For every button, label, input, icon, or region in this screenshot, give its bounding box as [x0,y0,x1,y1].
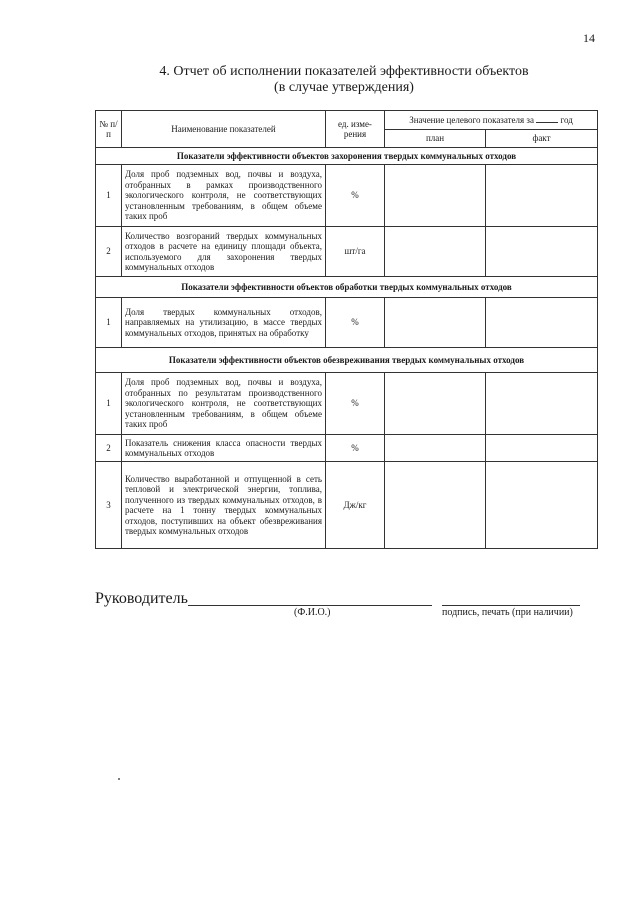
table-header-row [96,111,598,130]
table-row [96,435,598,462]
section-title: Показатели эффективности объектов обезвреживания твердых коммунальных отходов [96,348,598,373]
plan-cell [385,373,486,435]
plan-cell [385,227,486,277]
row-number: 3 [96,462,122,549]
signature-label: Руководитель [95,590,188,607]
document-title: 4. Отчет об исполнении показателей эффективности объектов [159,64,529,79]
header-num: № п/п [96,111,122,148]
fact-cell [486,373,598,435]
header-value-suffix: год [560,115,573,126]
plan-cell [385,462,486,549]
indicator-name: Показатель снижения класса опасности твердых коммунальных отходов [122,435,326,462]
section-title-row [96,277,598,298]
plan-cell [385,298,486,348]
header-fact: факт [486,130,598,148]
table-row [96,165,598,227]
row-number: 2 [96,227,122,277]
indicator-name: Доля твердых коммунальных отходов, направляемых на утилизацию, в массе твердых коммунальных отходов, принятых на обработку [122,298,326,348]
section-title-row [96,348,598,373]
unit-cell: % [326,298,385,348]
document-subtitle: (в случае утверждения) [274,80,414,95]
row-number: 2 [96,435,122,462]
section-title: Показатели эффективности объектов захоронения твердых коммунальных отходов [96,148,598,165]
scan-dot [118,778,120,780]
plan-cell [385,435,486,462]
unit-cell: % [326,435,385,462]
unit-cell: % [326,165,385,227]
plan-cell [385,165,486,227]
page-number: 14 [583,31,595,45]
table-row [96,373,598,435]
header-value [385,111,598,130]
indicator-name: Доля проб подземных вод, почвы и воздуха, отобранных в рамках производственного экологического контроля, не соответствующих установленным требованиям, в общем объеме таких проб [122,165,326,227]
indicator-name: Количество выработанной и отпущенной в сеть тепловой и электрической энергии, топлива, полученного из твердых коммунальных отходов, в расчете на 1 тонну твердых коммунальных отходов, поступивших на объект обезвреживания твердых коммунальных отходов [122,462,326,549]
header-name: Наименование показателей [122,111,326,148]
unit-cell: % [326,373,385,435]
header-plan: план [385,130,486,148]
fact-cell [486,165,598,227]
header-value-prefix: Значение целевого показателя за [409,115,534,126]
row-number: 1 [96,298,122,348]
unit-cell: Дж/кг [326,462,385,549]
header-unit: ед. изме-рения [326,111,385,148]
section-title-row [96,148,598,165]
fio-caption: (Ф.И.О.) [294,607,331,618]
fact-cell [486,227,598,277]
signature-line [442,605,580,606]
table-row [96,227,598,277]
section-title: Показатели эффективности объектов обработки твердых коммунальных отходов [96,277,598,298]
signature-caption: подпись, печать (при наличии) [442,607,573,618]
year-blank-line [536,114,558,123]
row-number: 1 [96,165,122,227]
indicator-name: Доля проб подземных вод, почвы и воздуха, отобранных по результатам производственного экологического контроля, не соответствующих установленным требованиям, в общем объеме таких проб [122,373,326,435]
table-row [96,462,598,549]
indicator-name: Количество возгораний твердых коммунальных отходов в расчете на единицу площади объекта, используемого для захоронения твердых коммунальных отходов [122,227,326,277]
fact-cell [486,298,598,348]
fact-cell [486,435,598,462]
report-table [95,110,598,549]
row-number: 1 [96,373,122,435]
fact-cell [486,462,598,549]
table-row [96,298,598,348]
fio-line [188,605,432,606]
unit-cell: шт/га [326,227,385,277]
